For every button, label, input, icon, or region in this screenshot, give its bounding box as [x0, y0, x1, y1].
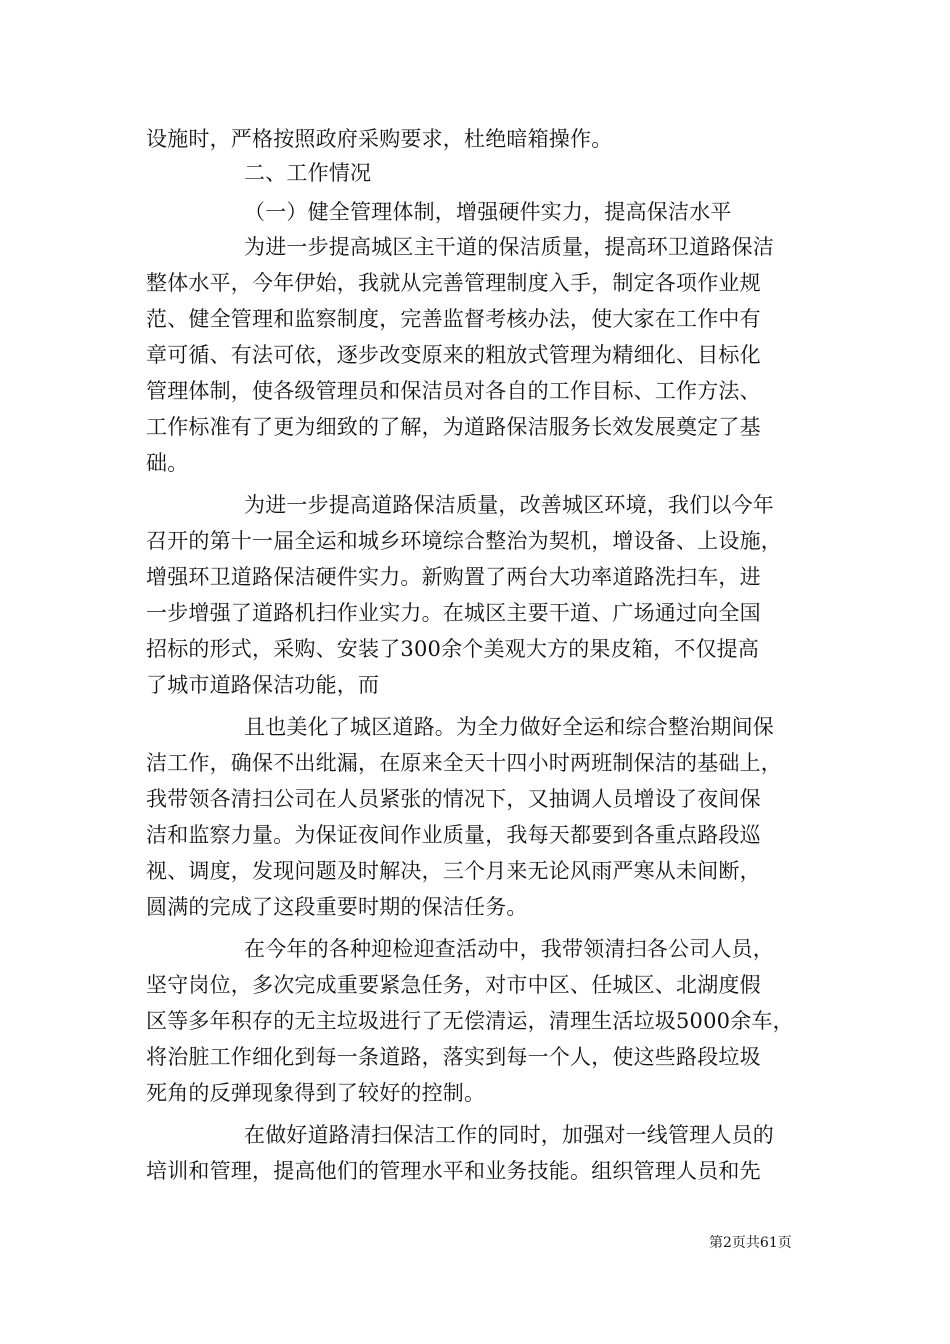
text-line: 招标的形式，采购、安装了300余个美观大方的果皮箱，不仅提高 [146, 637, 760, 661]
text-line: 增强环卫道路保洁硬件实力。新购置了两台大功率道路洗扫车，进 [146, 565, 761, 589]
text-line: 区等多年积存的无主垃圾进行了无偿清运，清理生活垃圾5000余车， [146, 1009, 794, 1033]
text-line: 我带领各清扫公司在人员紧张的情况下，又抽调人员增设了夜间保 [146, 787, 761, 811]
text-line: 视、调度，发现问题及时解决，三个月来无论风雨严寒从未间断， [146, 859, 761, 883]
text-line: 坚守岗位，多次完成重要紧急任务，对市中区、任城区、北湖度假 [146, 973, 761, 997]
text-line: 召开的第十一届全运和城乡环境综合整治为契机，增设备、上设施， [146, 529, 782, 553]
text-line: 死角的反弹现象得到了较好的控制。 [146, 1081, 486, 1105]
paragraph-first-line: 在今年的各种迎检迎查活动中，我带领清扫各公司人员， [244, 937, 774, 961]
text-line: 圆满的完成了这段重要时期的保洁任务。 [146, 895, 528, 919]
subsection-heading: （一）健全管理体制，增强硬件实力，提高保洁水平 [244, 200, 732, 224]
paragraph-first-line: 为进一步提高道路保洁质量，改善城区环境，我们以今年 [244, 493, 774, 517]
text-line: 管理体制，使各级管理员和保洁员对各自的工作目标、工作方法、 [146, 379, 761, 403]
text-line: 一步增强了道路机扫作业实力。在城区主要干道、广场通过向全国 [146, 601, 761, 625]
text-line: 工作标准有了更为细致的了解，为道路保洁服务长效发展奠定了基 [146, 415, 761, 439]
text-line: 洁和监察力量。为保证夜间作业质量，我每天都要到各重点路段巡 [146, 823, 761, 847]
paragraph-first-line: 在做好道路清扫保洁工作的同时，加强对一线管理人员的 [244, 1123, 774, 1147]
text-line: 范、健全管理和监察制度，完善监督考核办法，使大家在工作中有 [146, 307, 761, 331]
section-heading: 二、工作情况 [244, 161, 372, 185]
text-line: 设施时，严格按照政府采购要求，杜绝暗箱操作。 [146, 127, 613, 151]
text-line: 了城市道路保洁功能，而 [146, 673, 380, 697]
paragraph-first-line: 且也美化了城区道路。为全力做好全运和综合整治期间保 [244, 715, 774, 739]
text-line: 整体水平，今年伊始，我就从完善管理制度入手，制定各项作业规 [146, 271, 761, 295]
text-line: 础。 [146, 451, 189, 475]
page-number-footer: 第2页共61页 [709, 1235, 792, 1251]
text-line: 将治脏工作细化到每一条道路，落实到每一个人，使这些路段垃圾 [146, 1045, 761, 1069]
paragraph-first-line: 为进一步提高城区主干道的保洁质量，提高环卫道路保洁 [244, 235, 774, 259]
text-line: 章可循、有法可依，逐步改变原来的粗放式管理为精细化、目标化 [146, 343, 761, 367]
text-line: 洁工作，确保不出纰漏，在原来全天十四小时两班制保洁的基础上， [146, 751, 782, 775]
text-line: 培训和管理，提高他们的管理水平和业务技能。组织管理人员和先 [146, 1159, 761, 1183]
